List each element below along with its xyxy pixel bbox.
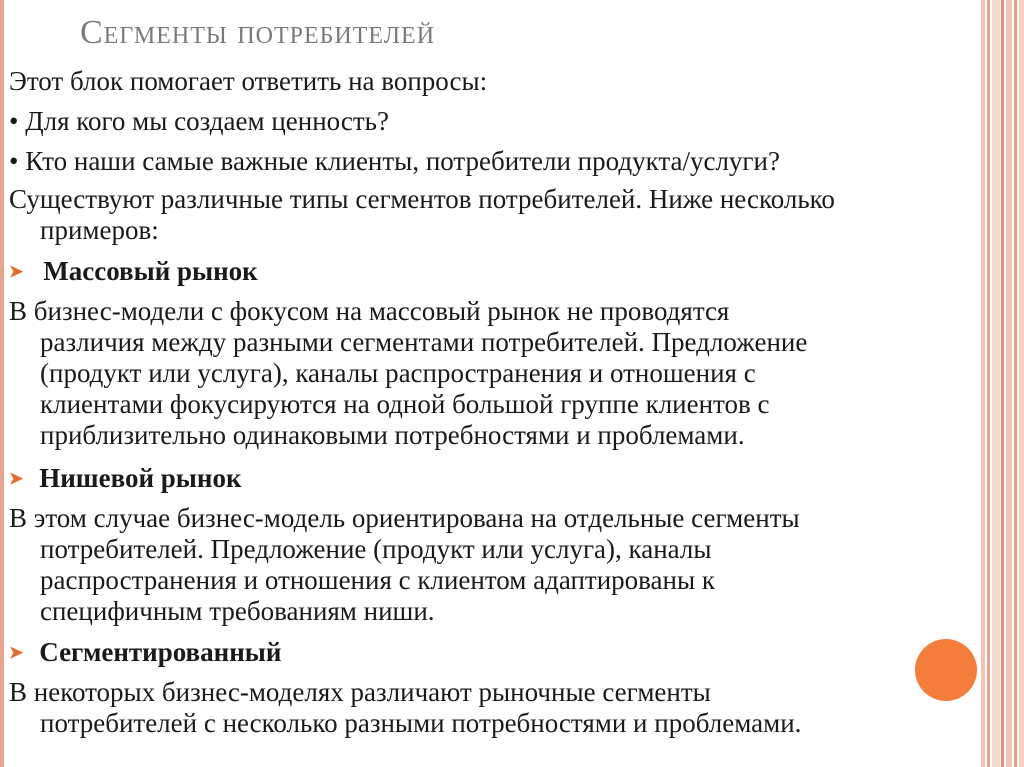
slide-title: Сегменты потребителей [80,14,436,51]
body-line: клиентами фокусируются на одной большой группе клиентов с [40,389,770,419]
question-item-2: • Кто наши самые важные клиенты, потребители продукта/услуги? [9,146,780,176]
body-line: потребителей. Предложение (продукт или услуга), каналы [40,534,712,564]
types-intro-line-1: Существуют различные типы сегментов потребителей. Ниже несколько [9,184,835,214]
body-line: специфичным требованиям ниши. [40,596,435,626]
body-line: потребителей с несколько разными потребностями и проблемами. [40,708,802,738]
body-line: распространения и отношения с клиентом адаптированы к [40,565,715,595]
types-intro-line-2: примеров: [40,215,159,245]
section-body-segmented [9,677,1009,739]
body-line: (продукт или услуга), каналы распространения и отношения с [40,358,756,388]
body-line: В некоторых бизнес-моделях различают рыночные сегменты [9,677,711,707]
chevron-right-icon: ➤ [9,262,24,281]
body-line: приблизительно одинаковыми потребностями и проблемами. [40,420,745,450]
left-border-decoration [0,0,4,767]
section-heading-label: Массовый рынок [43,256,258,286]
section-body-niche-market [9,503,1009,627]
question-item-1: • Для кого мы создаем ценность? [9,106,389,136]
section-heading-label: Сегментированный [39,637,282,667]
section-heading-mass-market [9,256,1009,287]
section-heading-label: Нишевой рынок [39,463,242,493]
chevron-right-icon: ➤ [9,469,24,488]
body-line: различия между разными сегментами потребителей. Предложение [40,327,808,357]
section-heading-segmented [9,637,1009,668]
body-line: В этом случае бизнес-модель ориентирована на отдельные сегменты [9,503,800,533]
body-line: В бизнес-модели с фокусом на массовый рынок не проводятся [9,296,730,326]
orange-circle-decoration [915,639,977,701]
chevron-right-icon: ➤ [9,643,24,662]
section-body-mass-market [9,296,1009,451]
intro-text: Этот блок помогает ответить на вопросы: [9,66,488,96]
types-intro-paragraph [9,184,1009,246]
section-heading-niche-market [9,463,1009,494]
